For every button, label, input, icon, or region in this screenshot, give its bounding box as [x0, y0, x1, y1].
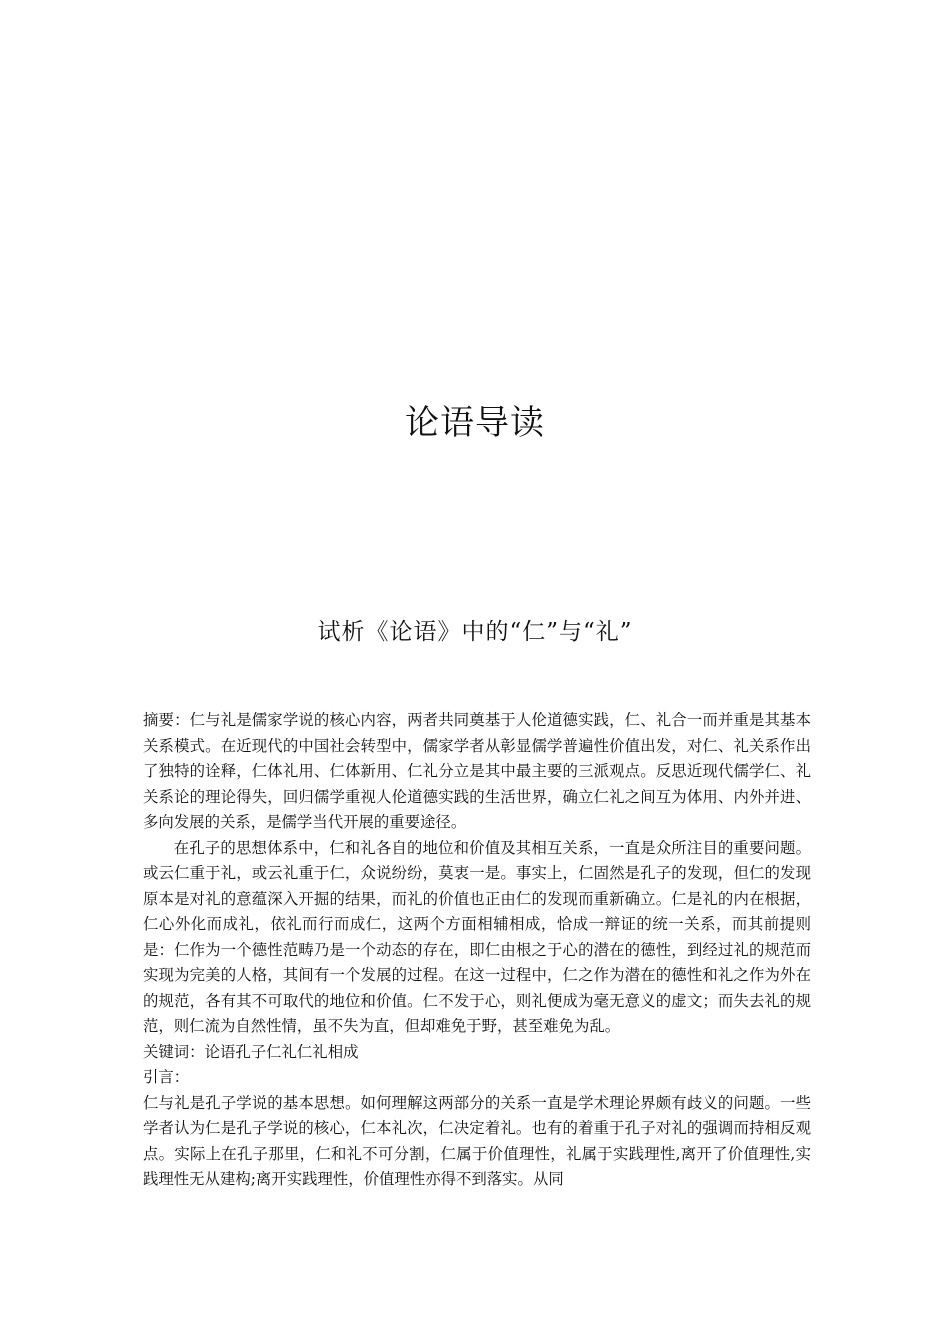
intro-paragraph: 仁与礼是孔子学说的基本思想。如何理解这两部分的关系一直是学术理论界颇有歧义的问题。一些学者认为仁是孔子学说的核心，仁本礼次，仁决定着礼。也有的着重于孔子对礼的强调而持相反观点。实际上在孔子那里，仁和礼不可分割，仁属于价值理性，礼属于实践理性,离开了价值理性,实践理性无从建构;离开实践理性，价值理性亦得不到落实。从同 — [143, 1093, 811, 1188]
keywords-line: 关键词：论语孔子仁礼仁礼相成 — [143, 1042, 359, 1061]
body-paragraph: 在孔子的思想体系中，仁和礼各自的地位和价值及其相互关系，一直是众所注目的重要问题。或云仁重于礼，或云礼重于仁，众说纷纷，莫衷一是。事实上，仁固然是孔子的发现，但仁的发现原本是对礼的意蕴深入开掘的结果，而礼的价值也正由仁的发现而重新确立。仁是礼的内在根据，仁心外化而成礼，依礼而行而成仁，这两个方面相辅相成，恰成一辩证的统一关系，而其前提则是：仁作为一个德性范畴乃是一个动态的存在，即仁由根之于心的潜在的德性，到经过礼的规范而实现为完美的人格，其间有一个发展的过程。在这一过程中，仁之作为潜在的德性和礼之作为外在的规范，各有其不可取代的地位和价值。仁不发于心，则礼便成为毫无意义的虚文；而失去礼的规范，则仁流为自然性情，虽不失为直，但却难免于野，甚至难免为乱。 — [143, 838, 811, 1035]
document-title: 论语导读 — [405, 403, 545, 443]
intro-label: 引言： — [143, 1068, 190, 1086]
abstract-paragraph: 摘要：仁与礼是儒家学说的核心内容，两者共同奠基于人伦道德实践，仁、礼合一而并重是其基本关系模式。在近现代的中国社会转型中，儒家学者从彰显儒学普遍性价值出发，对仁、礼关系作出了独特的诠释，仁体礼用、仁体新用、仁礼分立是其中最主要的三派观点。反思近现代儒学仁、礼关系论的理论得失，回归儒学重视人伦道德实践的生活世界，确立仁礼之间互为体用、内外并进、多向发展的关系，是儒学当代开展的重要途径。 — [143, 711, 811, 831]
body-text — [143, 708, 811, 1193]
paper-title: 试析《论语》中的“仁”与“礼” — [317, 619, 633, 645]
